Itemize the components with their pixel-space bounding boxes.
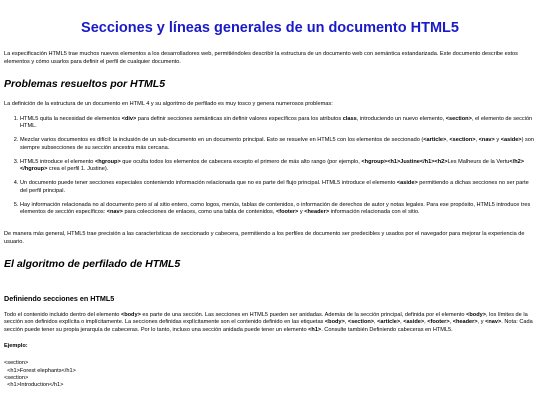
- inline-code-tag: <aside>: [403, 319, 425, 326]
- problems-closing-paragraph: De manera más general, HTML5 trae precisión a las características de seccionado y cabecera, permitiendo a los perfiles de documento ser predecibles y usados por el navegador para mejorar la experiencia de usuario.: [4, 231, 525, 245]
- list-item: 4. Un documento puede tener secciones especiales conteniendo información relacionada que no es parte del flujo principal. HTML5 introduce el elemento <aside> permitiendo a dichas secciones no ser parte del perfil principal.: [20, 180, 536, 195]
- inline-code-tag: <body>: [324, 319, 345, 326]
- defining-sections-paragraph: Todo el contenido incluido dentro del elemento <body> es parte de una sección. Las secciones en HTML5 pueden ser anidadas. Además de la sección principal, definida por el elemento <body>, los límites de la sección son definidos explícita o implícitamente. La secciones definidas explícitamente son el contenido definido en las etiquetas <body>, <section>, <article>, <aside>, <footer>, <header>, y <nav>. Nota: Cada sección puede tener su propia jerarquía de cabeceras. Por lo tanto, incluso una sección anidada puede tener un elemento <h1>. Consulte también Definiendo cabeceras en HTML5.: [4, 312, 533, 333]
- list-item: 3. HTML5 introduce el elemento <hgroup> que oculta todos los elementos de cabecera excepto el primero de más alto rango (por ejemplo, <hgroup><h1>Justine</h1><h2>Les Malheurs de la Vertu</h2></hgroup> crea el perfil 1. Justine).: [20, 159, 536, 174]
- inline-code-tag: <aside>: [500, 137, 522, 144]
- inline-code-tag: <hgroup>: [94, 158, 121, 165]
- inline-code-tag: <footer>: [427, 319, 450, 326]
- inline-code-tag: <header>: [304, 209, 330, 216]
- inline-code-tag: <header>: [452, 319, 478, 326]
- inline-code-tag: <hgroup><h1>Justine</h1><h2>: [361, 158, 448, 165]
- inline-code-tag: <nav>: [106, 209, 123, 216]
- section-heading-problems: Problemas resueltos por HTML5: [4, 77, 166, 90]
- inline-code-tag: <footer>: [275, 209, 299, 216]
- section-heading-algorithm: El algoritmo de perfilado de HTML5: [4, 257, 181, 270]
- list-item: 1. HTML5 quita la necesidad de elementos <div> para definir secciones semánticas sin definir valores específicos para los atributos class, introduciendo un nuevo elemento, <section>, el elemento de sección HTML.: [20, 116, 536, 131]
- inline-code-tag: <aside>: [396, 180, 418, 187]
- inline-code-tag: <h1>: [308, 326, 322, 333]
- page-title: Secciones y líneas generales de un documento HTML5: [81, 20, 459, 36]
- example-label: Ejemplo:: [4, 343, 28, 349]
- inline-code-tag: <nav>: [485, 319, 502, 326]
- inline-code-tag: <article>: [377, 319, 401, 326]
- inline-code-tag: <body>: [466, 312, 487, 319]
- inline-code-tag: </h2></hgroup>: [20, 158, 525, 173]
- inline-code-tag: <body>: [120, 312, 141, 319]
- problems-lead-paragraph: La definición de la estructura de un documento en HTML 4 y su algoritmo de perfilado es muy tosco y genera numerosos problemas:: [4, 100, 333, 107]
- inline-code-tag: <article>: [423, 137, 447, 144]
- inline-code-tag: <section>: [445, 115, 472, 122]
- inline-code-tag: <nav>: [478, 137, 495, 144]
- list-item: 5. Hay información relacionada no al documento pero sí al sitio entero, como logos, menús, tablas de contenidos, o información de derechos de autor y notas legales. Para ese propósito, HTML5 introduce tres elementos de sección específicos: <nav> para colecciones de enlaces, como una tabla de contenidos, <footer> y <header> información relacionada con el sitio.: [20, 202, 536, 217]
- inline-code-tag: <section>: [347, 319, 375, 326]
- code-example: <section> <h1>Forest elephants</h1> <section> <h1>Introduction</h1>: [4, 360, 76, 389]
- inline-code-tag: <div>: [121, 115, 137, 122]
- subsection-heading-defining-sections: Definiendo secciones en HTML5: [4, 293, 115, 303]
- list-item: 2. Mezclar varios documentos es difícil: la inclusión de un sub-documento en un documento principal. Esto se resuelve en HTML5 con los elementos de seccionado (<article>, <section>, <nav> y <aside>) son siempre subsecciones de su sección ancestra más cercana.: [20, 137, 536, 152]
- inline-code-tag: class: [342, 115, 357, 122]
- inline-code-tag: <section>: [449, 137, 476, 144]
- problems-list: [4, 116, 536, 217]
- intro-paragraph: La especificación HTML5 trae muchos nuevos elementos a los desarrolladores web, permitiéndoles describir la estructura de un documento web con semántica estandarizada. Este documento describe estos elementos y cómo usarlos para definir el perfil de cualquier documento.: [4, 51, 518, 65]
